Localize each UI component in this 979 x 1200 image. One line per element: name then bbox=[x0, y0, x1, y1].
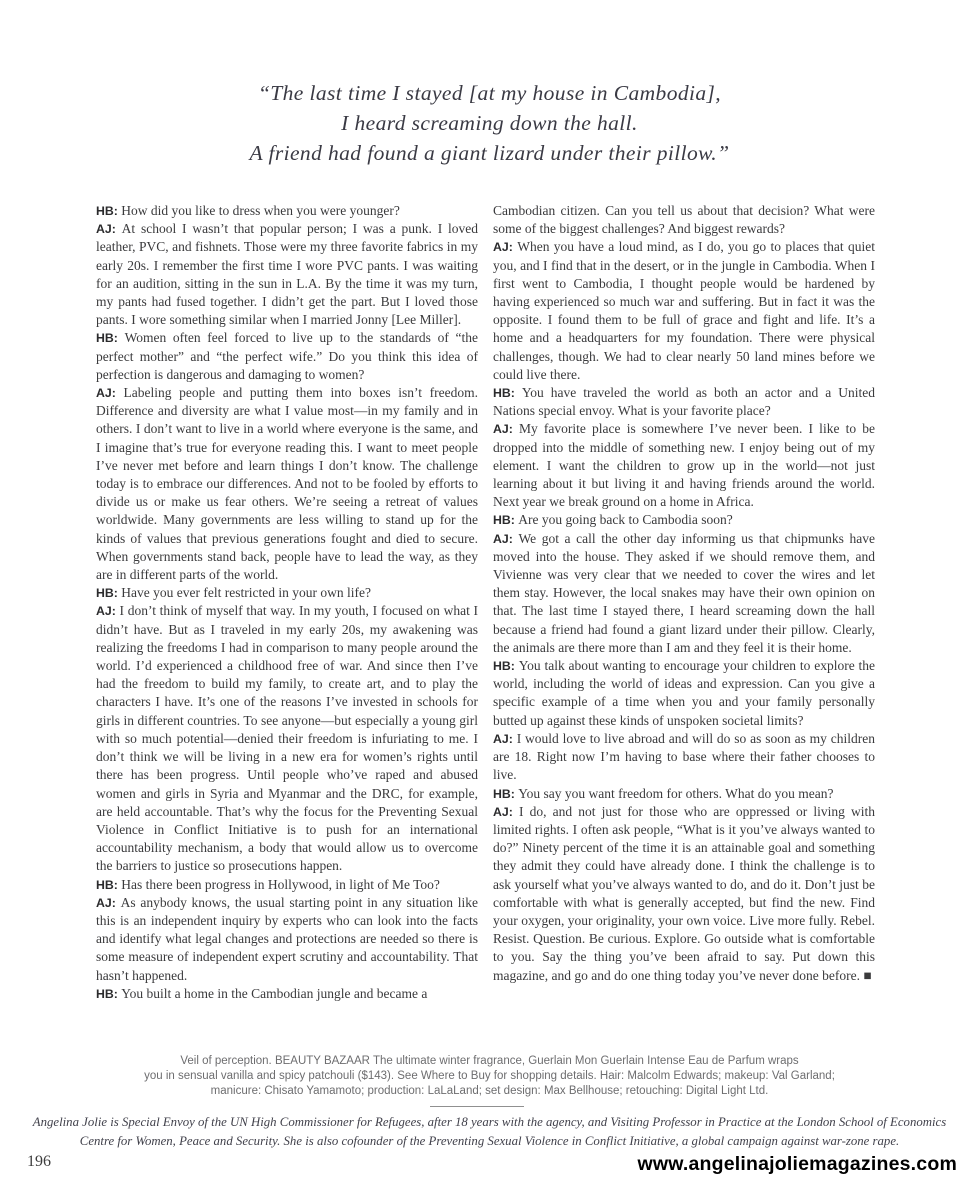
interview-paragraph bbox=[96, 894, 478, 985]
speaker-label: HB: bbox=[493, 659, 519, 674]
speaker-label: HB: bbox=[96, 986, 122, 1001]
paragraph-text: At school I wasn’t that popular person; I was a punk. I loved leather, PVC, and fishnets. Those were my three favorite fabrics in my early 20s. I remember the first time I wore PVC pants. I was waiting for an audition, sitting in the sun in L.A. By the time it was my turn, my pants had fused together. I didn’t get the part. But I loved those pants. I wore something similar when I married Jonny [Lee Miller]. bbox=[96, 221, 478, 328]
paragraph-text: Has there been progress in Hollywood, in light of Me Too? bbox=[121, 876, 440, 892]
speaker-label: HB: bbox=[96, 204, 122, 218]
speaker-label: HB: bbox=[493, 786, 519, 801]
pull-quote-line-2: I heard screaming down the hall. bbox=[341, 111, 638, 135]
paragraph-text: You built a home in the Cambodian jungle and became a bbox=[121, 985, 428, 1001]
credits-block bbox=[0, 1054, 979, 1098]
article-body bbox=[96, 202, 875, 1047]
paragraph-text: As anybody knows, the usual starting point in any situation like this is an independent inquiry by experts who can look into the facts and identify what legal changes and protections are needed so there is some measure of independent expert scrutiny and accountability. That hasn’t happened. bbox=[96, 894, 479, 983]
paragraph-text: We got a call the other day informing us that chipmunks have moved into the house. They asked if we should remove them, and Vivienne was very clear that we needed to cover the wires and let them stay. However, the local snakes may have their own opinion on that. The last time I stayed there, I heard screaming down the hall because a friend had found a giant lizard under their pillow. Clearly, the animals are there more than I am and they feel it is their home. bbox=[493, 530, 875, 655]
speaker-label: AJ: bbox=[493, 731, 517, 746]
interview-paragraph bbox=[96, 384, 478, 584]
interview-paragraph bbox=[96, 985, 478, 1003]
paragraph-text: I do, and not just for those who are oppressed or living with limited rights. I often ask people, “What is it you’ve always wanted to do?” Ninety percent of the time it is an attainable goal and something they admit they could have already done. I think the challenge is to ask yourself what you’ve always wanted to do, and do it. Don’t just be comfortable with what is generally accepted, but find the new. Find your oxygen, your originality, your own voice. Live more fully. Rebel. Resist. Question. Be curious. Explore. Go outside what is comfortable to you. Say the thing you’ve been afraid to say. Put down this magazine, and go and do one thing today you’ve never done before. ■ bbox=[493, 803, 875, 983]
credits-line-3: manicure: Chisato Yamamoto; production: LaLaLand; set design: Max Bellhouse; retouching: Digital Light Ltd. bbox=[210, 1084, 769, 1097]
speaker-label: AJ: bbox=[493, 240, 518, 255]
paragraph-text: I would love to live abroad and will do so as soon as my children are 18. Right now I’m having to base where their father chooses to live. bbox=[493, 730, 875, 783]
paragraph-text: You say you want freedom for others. What do you mean? bbox=[518, 785, 834, 801]
paragraph-text: Women often feel forced to live up to the standards of “the perfect mother” and “the perfect wife.” Do you think this idea of perfection is dangerous and damaging to women? bbox=[96, 330, 478, 382]
author-bio bbox=[0, 1113, 979, 1151]
speaker-label: AJ: bbox=[96, 604, 120, 619]
author-bio-line-1: Angelina Jolie is Special Envoy of the UN High Commissioner for Refugees, after 18 years with the agency, and Visiting Professor in Practice at the London School of Economics bbox=[32, 1115, 947, 1129]
speaker-label: HB: bbox=[493, 386, 522, 401]
author-bio-line-2: Centre for Women, Peace and Security. She is also cofounder of the Preventing Sexual Violence in Conflict Initiative, a global campaign against war-zone rape. bbox=[79, 1134, 900, 1148]
interview-paragraph bbox=[493, 420, 875, 511]
interview-paragraph bbox=[493, 730, 875, 785]
interview-paragraph bbox=[493, 785, 875, 803]
interview-paragraph bbox=[96, 329, 478, 384]
paragraph-text: You talk about wanting to encourage your children to explore the world, including the world of ideas and expression. Can you give a specific example of a time when you and your family personally butted up against these kinds of unspoken societal limits? bbox=[493, 658, 875, 728]
interview-paragraph bbox=[493, 238, 875, 384]
interview-paragraph bbox=[493, 384, 875, 420]
website-watermark: www.angelinajoliemagazines.com bbox=[637, 1153, 957, 1175]
speaker-label: AJ: bbox=[493, 804, 519, 819]
interview-paragraph bbox=[96, 584, 478, 602]
paragraph-text: When you have a loud mind, as I do, you go to places that quiet you, and I find that in the desert, or in the jungle in Cambodia. When I first went to Cambodia, I thought people would be hardened by having experienced so much war and suffering. But in fact it was the opposite. I found them to be full of grace and fight and life. It’s a home and a headquarters for my foundation. There were physical challenges, though. We had to clear nearly 50 land mines before we could live there. bbox=[493, 239, 875, 382]
paragraph-text: Labeling people and putting them into boxes isn’t freedom. Difference and diversity are what I value most—in my family and in others. I don’t want to live in a world where everyone is the same, and I imagine that’s true for everyone reading this. I want to meet people I’ve never met before and learn things I don’t know. The challenge today is to embrace our differences. And not to be fooled by efforts to divide us or make us fear others. We’re seeing a retreat of values worldwide. Many governments are less willing to stand up for the kinds of values that previous generations fought and died to secure. When governments stand back, people have to lead the way, as they are in different parts of the world. bbox=[96, 385, 479, 583]
interview-paragraph bbox=[493, 657, 875, 730]
interview-paragraph bbox=[96, 220, 478, 329]
interview-paragraph bbox=[96, 602, 478, 875]
credits-line-2: you in sensual vanilla and spicy patchouli ($143). See Where to Buy for shopping details. Hair: Malcolm Edwards; makeup: Val Garland; bbox=[144, 1069, 835, 1082]
credits-line-1: Veil of perception. BEAUTY BAZAAR The ultimate winter fragrance, Guerlain Mon Guerlain Intense Eau de Parfum wraps bbox=[180, 1055, 799, 1067]
paragraph-text: Cambodian citizen. Can you tell us about that decision? What were some of the biggest challenges? And biggest rewards? bbox=[493, 203, 875, 237]
speaker-label: HB: bbox=[96, 586, 122, 601]
speaker-label: HB: bbox=[493, 513, 519, 528]
footer-divider-rule bbox=[430, 1106, 524, 1107]
speaker-label: AJ: bbox=[493, 422, 520, 437]
paragraph-text: Have you ever felt restricted in your own life? bbox=[121, 585, 371, 601]
interview-paragraph bbox=[96, 876, 478, 894]
speaker-label: AJ: bbox=[96, 386, 124, 401]
page-number: 196 bbox=[27, 1153, 51, 1170]
paragraph-text: I don’t think of myself that way. In my youth, I focused on what I didn’t have. But as I traveled in my early 20s, my awakening was realizing the freedoms I had in comparison to many people around the world. I’d experienced a childhood free of war. And since then I’ve had the freedom to build my family, to create art, and to play the characters I have. It’s one of the reasons I’ve invested in schools for girls in different countries. To see anyone—but especially a young girl with so much potential—denied their freedom is infuriating to me. I don’t think we will be living in a new era for women’s rights until there has been progress. Until people who’ve raped and abused women and girls in Syria and Myanmar and the DRC, for example, are held accountable. That’s why the focus for the Preventing Sexual Violence in Conflict Initiative is to push for an international accountability mechanism, a body that would allow us to overcome the barriers to justice so prosecutions happen. bbox=[96, 603, 478, 874]
speaker-label: AJ: bbox=[493, 531, 519, 546]
pull-quote-line-3: A friend had found a giant lizard under their pillow.” bbox=[249, 141, 730, 165]
interview-paragraph bbox=[96, 202, 478, 220]
interview-paragraph bbox=[493, 511, 875, 529]
speaker-label: HB: bbox=[96, 877, 122, 892]
pull-quote-line-1: “The last time I stayed [at my house in Cambodia], bbox=[257, 81, 722, 105]
speaker-label: HB: bbox=[96, 331, 125, 346]
paragraph-text: You have traveled the world as both an actor and a United Nations special envoy. What is your favorite place? bbox=[493, 385, 875, 419]
interview-paragraph bbox=[493, 202, 875, 238]
article-left-column bbox=[96, 202, 478, 1047]
paragraph-text: Are you going back to Cambodia soon? bbox=[518, 512, 733, 528]
paragraph-text: My favorite place is somewhere I’ve never been. I like to be dropped into the middle of something new. I enjoy being out of my element. I want the children to grow up in the world—not just learning about it but living it and having friends around the world. Next year we break ground on a home in Africa. bbox=[493, 421, 875, 510]
speaker-label: AJ: bbox=[96, 895, 121, 910]
pull-quote bbox=[0, 78, 979, 168]
interview-paragraph bbox=[493, 803, 875, 985]
speaker-label: AJ: bbox=[96, 222, 122, 237]
article-right-column bbox=[493, 202, 875, 1047]
interview-paragraph bbox=[493, 530, 875, 657]
paragraph-text: How did you like to dress when you were younger? bbox=[121, 203, 400, 218]
